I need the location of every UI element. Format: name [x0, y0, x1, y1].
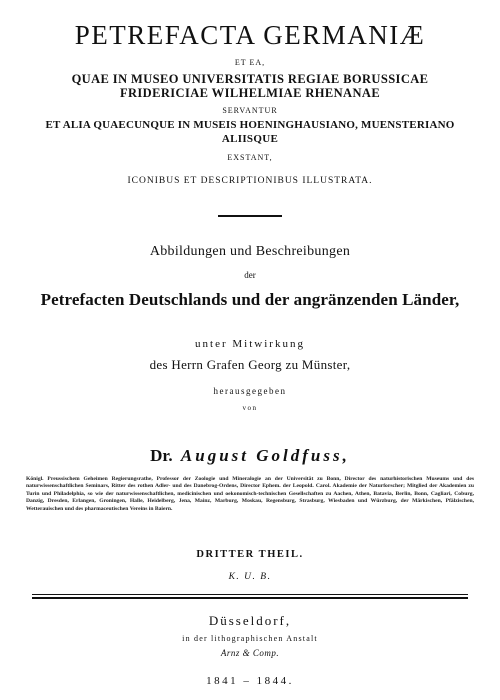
exstant-line: EXSTANT, [227, 153, 273, 162]
city-line: Düsseldorf, [208, 613, 292, 628]
grafen-line: des Herrn Grafen Georg zu Münster, [149, 357, 351, 372]
author-prefix: Dr. [150, 446, 173, 465]
main-title: PETREFACTA GERMANIÆ [74, 20, 426, 50]
der-line: der [244, 270, 256, 280]
firm-line: Arnz & Comp. [220, 648, 280, 658]
herausgegeben-line: herausgegeben [213, 386, 287, 396]
kue-line: K. U. B. [228, 572, 272, 582]
museum-line-1: QUAE IN MUSEO UNIVERSITATIS REGIAE BORUSSICAE [71, 72, 429, 86]
unter-line: unter Mitwirkung [195, 338, 305, 350]
author-credentials: Königl. Preussischem Geheimen Regierungsrathe, Professor der Zoologie und Mineralogie an der Universität zu Bonn, Director des naturhistorischen Museums und des naturwissenschaftlichen Seminars, Ritter des rothen Adler- und des Danebrog-Ordens, Director Ephem. der Leopold. Carol. Akademie der Naturforscher; Mitglied der Akademien zu Turin und Philadelphia, so wie der naturwissenschaftlichen, medicinischen und oekonomisch-technischen Gesellschaften zu Aachen, Athen, Batavia, Berlin, Bonn, Cagliari, Coburg, Danzig, Dresden, Erlangen, Groningen, Halle, Heidelberg, Jena, Mainz, Marburg, Moskau, Regensburg, Strasburg, Wiesbaden und Würzburg, der Märkischen, Pfälzischen, Wetterauischen und des pharmaceutischen Vereins in Baiern. [26, 476, 474, 512]
abbildungen-line: Abbildungen und Beschreibungen [149, 244, 351, 259]
imprint-rule-top [32, 594, 468, 595]
years-line: 1841 – 1844. [206, 675, 294, 687]
von-line: von [242, 404, 258, 412]
et-ea-line: ET EA, [234, 58, 266, 67]
alia-line-2: ALIISQUE [221, 133, 279, 145]
author-line [0, 446, 500, 466]
museum-line-2: FRIDERICIAE WILHELMIAE RHENANAE [119, 86, 381, 100]
anstalt-line: in der lithographischen Anstalt [182, 634, 318, 643]
petrefacten-line: Petrefacten Deutschlands und der angränzenden Länder, [40, 290, 460, 309]
iconibus-line: ICONIBUS ET DESCRIPTIONIBUS ILLUSTRATA. [127, 176, 373, 186]
alia-line-1: ET ALIA QUAECUNQUE IN MUSEIS HOENINGHAUSIANO, MUENSTERIANO [45, 119, 455, 131]
section-divider [218, 215, 282, 217]
volume-line: DRITTER THEIL. [196, 549, 304, 560]
imprint-rule-bottom [32, 597, 468, 599]
servantur-line: SERVANTUR [222, 106, 278, 115]
author-name: August Goldfuss, [180, 446, 350, 465]
